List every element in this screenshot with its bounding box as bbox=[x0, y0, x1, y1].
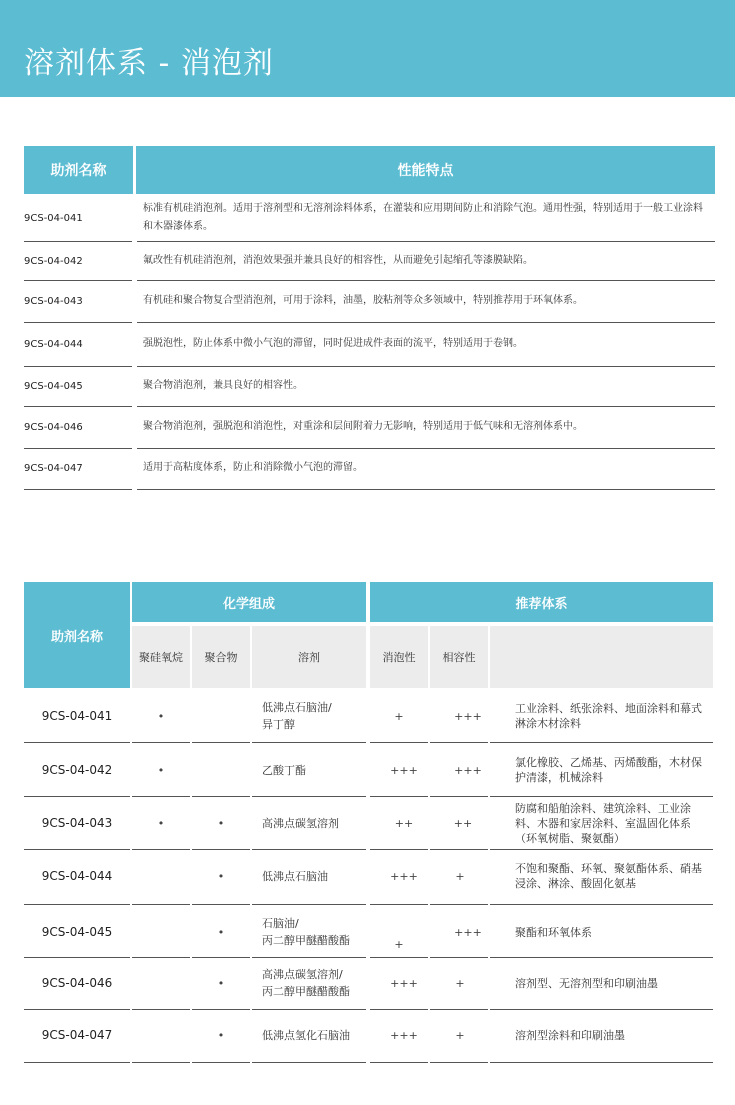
table-row bbox=[0, 850, 735, 902]
product-description: 标准有机硅消泡剂。适用于溶剂型和无溶剂涂料体系，在灌装和应用期间防止和消除气泡。通用性强，特别适用于一般工业涂料和木器漆体系。 bbox=[143, 203, 703, 232]
product-description: 聚合物消泡剂，兼具良好的相容性。 bbox=[143, 380, 303, 391]
solvent-text: 高沸点碳氢溶剂/ 丙二醇甲醚醋酸酯 bbox=[262, 968, 350, 998]
compatibility-rating: +++ bbox=[454, 925, 482, 939]
product-description: 氟改性有机硅消泡剂，消泡效果强并兼具良好的相容性，从而避免引起缩孔等漆膜缺陷。 bbox=[143, 255, 533, 266]
product-code: 9CS-04-045 bbox=[41, 925, 113, 939]
row-divider bbox=[370, 904, 428, 905]
silicone-mark bbox=[132, 958, 190, 1008]
recommended-system: 工业涂料、纸张涂料、地面涂料和幕式淋涂木材涂料 bbox=[515, 702, 702, 730]
polymer-mark bbox=[192, 690, 250, 742]
t2-subheader-compatibility: 相容性 bbox=[430, 626, 488, 688]
compatibility-rating: + bbox=[455, 976, 465, 990]
silicone-mark bbox=[132, 850, 190, 902]
polymer-mark: • bbox=[217, 816, 225, 830]
recommended-system: 氯化橡胶、乙烯基、丙烯酸酯，木材保护清漆，机械涂料 bbox=[515, 756, 702, 784]
row-divider bbox=[132, 849, 190, 850]
row-divider bbox=[137, 241, 715, 242]
solvent-text: 高沸点碳氢溶剂 bbox=[262, 816, 339, 830]
row-divider bbox=[490, 1009, 713, 1010]
product-description: 强脱泡性，防止体系中微小气泡的滞留，同时促进成件表面的流平，特别适用于卷钢。 bbox=[143, 338, 523, 349]
product-code: 9CS-04-046 bbox=[41, 976, 113, 990]
row-divider bbox=[370, 957, 428, 958]
product-code: 9CS-04-047 bbox=[41, 1028, 113, 1042]
row-divider bbox=[24, 322, 132, 323]
table-row bbox=[0, 798, 735, 848]
product-code: 9CS-04-044 bbox=[24, 338, 83, 350]
recommended-system: 溶剂型、无溶剂型和印刷油墨 bbox=[515, 976, 658, 990]
product-description: 有机硅和聚合物复合型消泡剂，可用于涂料，油墨，胶粘剂等众多领域中，特别推荐用于环氧体系。 bbox=[143, 295, 583, 306]
row-divider bbox=[192, 849, 250, 850]
silicone-mark bbox=[132, 1010, 190, 1060]
row-divider bbox=[490, 742, 713, 743]
row-divider bbox=[490, 796, 713, 797]
row-divider bbox=[132, 957, 190, 958]
polymer-mark: • bbox=[217, 1028, 225, 1042]
silicone-mark: • bbox=[157, 763, 165, 777]
row-divider bbox=[24, 280, 132, 281]
polymer-mark: • bbox=[217, 976, 225, 990]
row-divider bbox=[132, 1009, 190, 1010]
row-divider bbox=[137, 322, 715, 323]
polymer-mark: • bbox=[217, 925, 225, 939]
t2-subheader-defoaming: 消泡性 bbox=[370, 626, 428, 688]
row-divider bbox=[137, 489, 715, 490]
t1-header-name: 助剂名称 bbox=[24, 146, 133, 194]
row-divider bbox=[252, 796, 366, 797]
row-divider bbox=[192, 957, 250, 958]
product-code: 9CS-04-042 bbox=[24, 255, 83, 267]
row-divider bbox=[192, 796, 250, 797]
row-divider bbox=[252, 1009, 366, 1010]
row-divider bbox=[137, 448, 715, 449]
table-row bbox=[0, 324, 735, 364]
product-code: 9CS-04-044 bbox=[41, 869, 113, 883]
page-title: 溶剂体系 - 消泡剂 bbox=[24, 46, 274, 81]
row-divider bbox=[192, 1009, 250, 1010]
table-row bbox=[0, 906, 735, 958]
row-divider bbox=[192, 742, 250, 743]
compatibility-rating: ++ bbox=[453, 816, 473, 830]
defoaming-rating: +++ bbox=[390, 1028, 418, 1042]
solvent-text: 乙酸丁酯 bbox=[262, 763, 306, 777]
table-row bbox=[0, 958, 735, 1008]
row-divider bbox=[24, 241, 132, 242]
row-divider bbox=[24, 904, 130, 905]
polymer-mark: • bbox=[217, 869, 225, 883]
row-divider bbox=[24, 796, 130, 797]
row-divider bbox=[24, 1062, 130, 1063]
silicone-mark bbox=[132, 906, 190, 958]
t1-header-features: 性能特点 bbox=[136, 146, 715, 194]
row-divider bbox=[132, 796, 190, 797]
row-divider bbox=[430, 849, 488, 850]
polymer-mark bbox=[192, 744, 250, 796]
table-row bbox=[0, 690, 735, 742]
row-divider bbox=[370, 742, 428, 743]
row-divider bbox=[370, 796, 428, 797]
silicone-mark: • bbox=[157, 816, 165, 830]
compatibility-rating: + bbox=[455, 1028, 465, 1042]
row-divider bbox=[430, 742, 488, 743]
row-divider bbox=[137, 406, 715, 407]
product-code: 9CS-04-045 bbox=[24, 380, 83, 392]
defoaming-rating: +++ bbox=[390, 763, 418, 777]
row-divider bbox=[252, 1062, 366, 1063]
t2-header-name: 助剂名称 bbox=[24, 582, 130, 688]
table-row bbox=[0, 744, 735, 796]
row-divider bbox=[24, 366, 132, 367]
row-divider bbox=[430, 904, 488, 905]
table-row bbox=[0, 243, 735, 279]
row-divider bbox=[252, 904, 366, 905]
compatibility-rating: +++ bbox=[454, 709, 482, 723]
product-code: 9CS-04-046 bbox=[24, 421, 83, 433]
product-code: 9CS-04-043 bbox=[24, 295, 83, 307]
t2-header-recommended: 推荐体系 bbox=[370, 582, 713, 622]
compatibility-rating: + bbox=[455, 869, 465, 883]
solvent-text: 低沸点石脑油/ 异丁醇 bbox=[262, 701, 332, 731]
row-divider bbox=[24, 489, 132, 490]
table-row bbox=[0, 450, 735, 486]
row-divider bbox=[132, 742, 190, 743]
row-divider bbox=[132, 904, 190, 905]
row-divider bbox=[370, 849, 428, 850]
defoaming-rating: + bbox=[394, 937, 404, 951]
row-divider bbox=[192, 904, 250, 905]
product-code: 9CS-04-041 bbox=[24, 212, 83, 224]
defoaming-rating: + bbox=[394, 709, 404, 723]
defoaming-rating: +++ bbox=[390, 869, 418, 883]
solvent-text: 低沸点石脑油 bbox=[262, 869, 328, 883]
row-divider bbox=[430, 796, 488, 797]
row-divider bbox=[24, 849, 130, 850]
t2-subheader-solvent: 溶剂 bbox=[252, 626, 366, 688]
row-divider bbox=[490, 957, 713, 958]
recommended-system: 聚酯和环氧体系 bbox=[515, 925, 592, 939]
solvent-text: 石脑油/ 丙二醇甲醚醋酸酯 bbox=[262, 917, 350, 947]
row-divider bbox=[137, 366, 715, 367]
recommended-system: 防腐和船舶涂料、建筑涂料、工业涂料、木器和家居涂料、室温固化体系（环氧树脂、聚氨酯） bbox=[515, 801, 691, 845]
row-divider bbox=[24, 742, 130, 743]
t2-header-composition: 化学组成 bbox=[132, 582, 366, 622]
table-row bbox=[0, 282, 735, 320]
recommended-system: 不饱和聚酯、环氧、聚氨酯体系、硝基浸涂、淋涂、酸固化氨基 bbox=[515, 862, 702, 890]
row-divider bbox=[192, 1062, 250, 1063]
row-divider bbox=[132, 1062, 190, 1063]
row-divider bbox=[370, 1062, 428, 1063]
product-description: 聚合物消泡剂，强脱泡和消泡性，对重涂和层间附着力无影响，特别适用于低气味和无溶剂体系中。 bbox=[143, 421, 583, 432]
table-row bbox=[0, 1010, 735, 1060]
recommended-system: 溶剂型涂料和印刷油墨 bbox=[515, 1028, 625, 1042]
silicone-mark: • bbox=[157, 709, 165, 723]
row-divider bbox=[252, 957, 366, 958]
row-divider bbox=[137, 280, 715, 281]
product-code: 9CS-04-041 bbox=[41, 709, 113, 723]
compatibility-rating: +++ bbox=[454, 763, 482, 777]
row-divider bbox=[370, 1009, 428, 1010]
row-divider bbox=[24, 406, 132, 407]
table-row bbox=[0, 368, 735, 404]
solvent-text: 低沸点氢化石脑油 bbox=[262, 1028, 350, 1042]
row-divider bbox=[430, 957, 488, 958]
row-divider bbox=[490, 1062, 713, 1063]
product-code: 9CS-04-042 bbox=[41, 763, 113, 777]
defoaming-rating: +++ bbox=[390, 976, 418, 990]
product-description: 适用于高粘度体系，防止和消除微小气泡的滞留。 bbox=[143, 462, 363, 473]
row-divider bbox=[24, 957, 130, 958]
t2-subheader-blank bbox=[490, 626, 713, 688]
table-row bbox=[0, 196, 735, 240]
product-code: 9CS-04-047 bbox=[24, 462, 83, 474]
product-code: 9CS-04-043 bbox=[41, 816, 113, 830]
row-divider bbox=[490, 904, 713, 905]
table-row bbox=[0, 408, 735, 446]
row-divider bbox=[252, 742, 366, 743]
row-divider bbox=[252, 849, 366, 850]
row-divider bbox=[24, 1009, 130, 1010]
row-divider bbox=[24, 448, 132, 449]
row-divider bbox=[430, 1062, 488, 1063]
t2-subheader-polymer: 聚合物 bbox=[192, 626, 250, 688]
t2-subheader-silicone: 聚硅氧烷 bbox=[132, 626, 190, 688]
row-divider bbox=[430, 1009, 488, 1010]
row-divider bbox=[490, 849, 713, 850]
defoaming-rating: ++ bbox=[394, 816, 414, 830]
